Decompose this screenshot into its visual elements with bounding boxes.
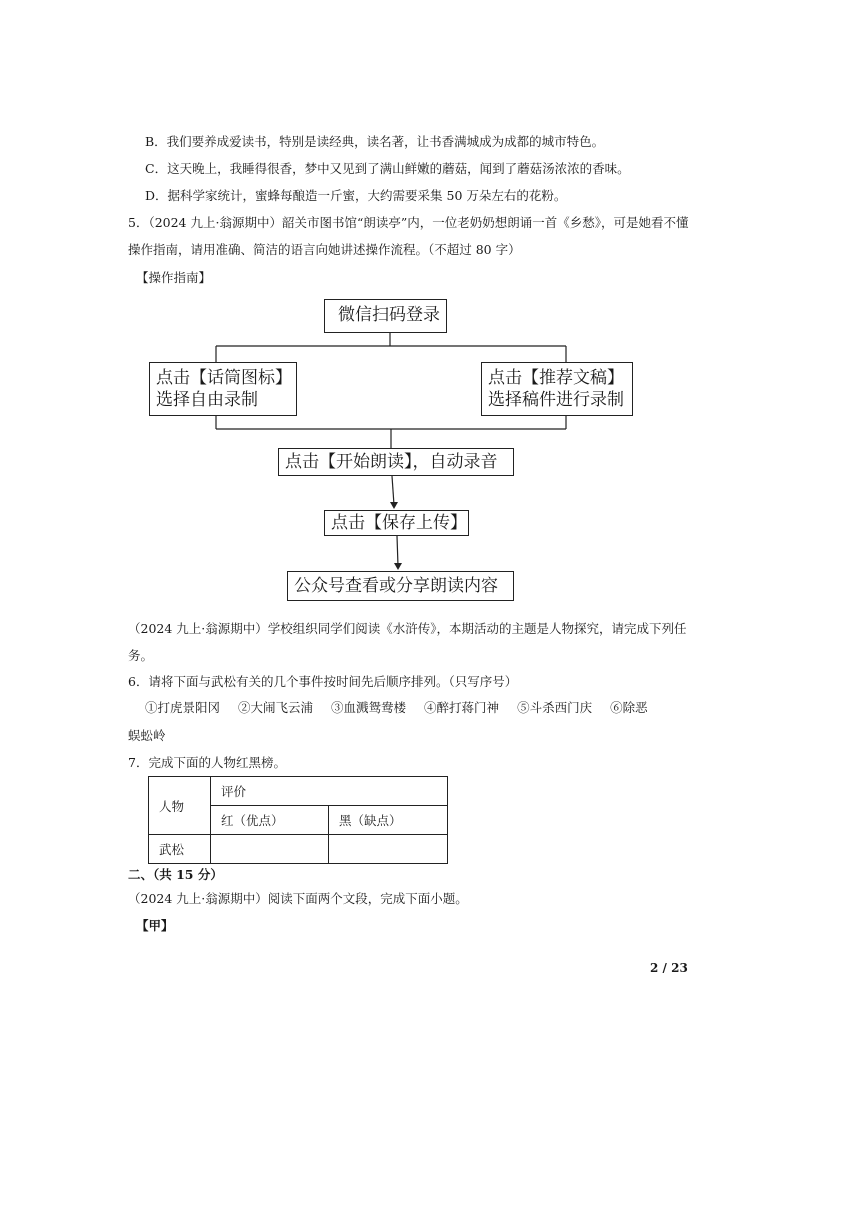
flow-step-microphone — [149, 362, 297, 416]
shuihu-intro-line2: 务。 — [128, 648, 154, 663]
event-5: ⑤斗杀西门庆 — [517, 700, 593, 715]
q7-question: 7．完成下面的人物红黑榜。 — [128, 755, 286, 770]
q6-question: 6．请将下面与武松有关的几个事件按时间先后顺序排列。（只写序号） — [128, 674, 518, 689]
cell-red-answer[interactable] — [211, 835, 329, 864]
q5-question-line2: 操作指南，请用准确、简洁的语言向她讲述操作流程。（不超过 80 字） — [128, 242, 521, 257]
row-person-wusong: 武松 — [149, 835, 211, 864]
q4-option-c: C．这天晚上，我睡得很香，梦中又见到了满山鲜嫩的蘑菇，闻到了蘑菇汤浓浓的香味。 — [145, 161, 630, 176]
passage-jia-label: 【甲】 — [136, 918, 174, 933]
flow-step-wechat-login: 微信扫码登录 — [324, 299, 447, 333]
event-3: ③血溅鸳鸯楼 — [331, 700, 407, 715]
flow-step-recommended-line2: 选择稿件进行录制 — [488, 390, 624, 410]
flow-step-save-upload: 点击【保存上传】 — [324, 510, 469, 536]
flow-step-microphone-line2: 选择自由录制 — [156, 390, 258, 410]
q4-option-b: B．我们要养成爱读书，特别是读经典，读名著，让书香满城成为成都的城市特色。 — [145, 134, 605, 149]
q6-event-list — [145, 699, 648, 717]
shuihu-intro-line1: （2024 九上·翁源期中）学校组织同学们阅读《水浒传》，本期活动的主题是人物探究，请完成下列任 — [128, 621, 687, 636]
event-4: ④醉打蒋门神 — [424, 700, 500, 715]
flow-step-share: 公众号查看或分享朗读内容 — [287, 571, 514, 601]
event-2: ②大闹飞云浦 — [238, 700, 314, 715]
flow-step-recommended-line1: 点击【推荐文稿】 — [488, 368, 624, 388]
event-6: ⑥除恶 — [610, 700, 648, 715]
header-black-flaws: 黑（缺点） — [329, 806, 448, 835]
section2-instruction: （2024 九上·翁源期中）阅读下面两个文段，完成下面小题。 — [128, 891, 468, 906]
section2-heading: 二、（共 15 分） — [128, 867, 223, 882]
flow-step-recommended — [481, 362, 633, 416]
cell-black-answer[interactable] — [329, 835, 448, 864]
red-black-list-table — [148, 776, 448, 864]
header-person: 人物 — [149, 777, 211, 835]
flow-step-start-reading: 点击【开始朗读】，自动录音 — [278, 448, 514, 476]
operation-guide-title: 【操作指南】 — [136, 270, 212, 285]
header-evaluation: 评价 — [211, 777, 448, 806]
q5-question-line1: 5．（2024 九上·翁源期中）韶关市图书馆“朗读亭”内，一位老奶奶想朗诵一首《乡愁》，可是她看不懂 — [128, 215, 689, 230]
header-red-merits: 红（优点） — [211, 806, 329, 835]
event-6-continued: 蜈蚣岭 — [128, 728, 166, 743]
event-1: ①打虎景阳冈 — [145, 700, 221, 715]
flow-step-microphone-line1: 点击【话筒图标】 — [156, 368, 292, 388]
q4-option-d: D．据科学家统计，蜜蜂每酿造一斤蜜，大约需要采集 50 万朵左右的花粉。 — [145, 188, 567, 203]
page-number: 2 / 23 — [650, 961, 688, 975]
